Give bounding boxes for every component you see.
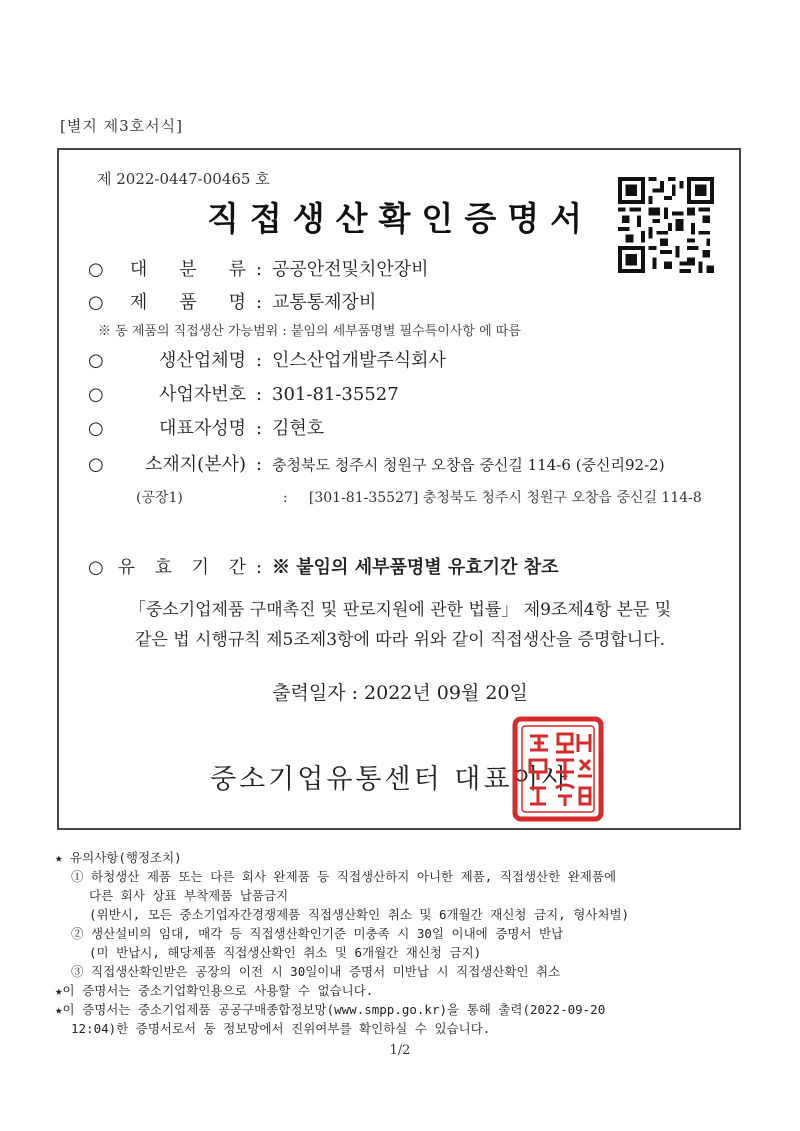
field-separator: : (255, 418, 263, 439)
factory-value: [301-81-35527] 충청북도 청주시 청원구 오창읍 중신길 114-8 (308, 490, 702, 506)
field-business-number (88, 380, 399, 406)
validity-separator: : (255, 557, 263, 578)
print-date: 출력일자 : 2022년 09월 20일 (272, 682, 528, 704)
form-label: [별지 제3호서식] (60, 117, 183, 135)
precautions-header: ★ 유의사항(행정조치) (55, 850, 182, 865)
field-value: 301-81-35527 (272, 384, 399, 405)
field-label: ○제 품 명 (88, 292, 246, 313)
statement-line-2: 같은 법 시행규칙 제5조제3항에 따라 위와 같이 직접생산을 증명합니다. (134, 630, 666, 650)
factory-label: (공장1) (136, 490, 183, 506)
precaution-item: 12:04)한 증명서로서 동 정보망에서 진위여부를 확인하실 수 있습니다. (71, 1021, 491, 1036)
field-label: ○대표자성명 (88, 418, 246, 439)
precaution-item: ② 생산설비의 임대, 매각 등 직접생산확인기준 미충족 시 30일 이내에 증명서 반납 (71, 926, 564, 941)
validity-row (88, 553, 559, 579)
production-scope-note: ※ 동 제품의 직접생산 가능범위 : 붙임의 세부품명별 필수특이사항 에 따름 (98, 324, 521, 339)
field-separator: : (255, 384, 263, 405)
field-product-name (88, 288, 376, 314)
official-seal-icon (512, 716, 604, 822)
certificate-number: 제 2022-0447-00465 호 (97, 170, 270, 188)
issuer-name: 중소기업유통센터 대표이사 (210, 764, 571, 795)
field-separator: : (255, 454, 263, 475)
field-separator: : (255, 350, 263, 371)
field-representative (88, 414, 324, 440)
field-label: ○사업자번호 (88, 384, 246, 405)
field-category (88, 255, 429, 281)
statement-line-1: 「중소기업제품 구매촉진 및 판로지원에 관한 법률」 제9조제4항 본문 및 (128, 600, 672, 620)
document-title: 직접생산확인증명서 (207, 199, 593, 238)
field-value: 인스산업개발주식회사 (272, 350, 446, 371)
precaution-item: (미 반납시, 해당제품 직접생산확인 취소 및 6개월간 재신청 금지) (89, 945, 482, 960)
field-value: 공공안전및치안장비 (272, 259, 429, 280)
field-value: 교통통제장비 (272, 292, 377, 313)
field-headquarters-address (88, 450, 665, 476)
validity-value: ※ 붙임의 세부품명별 유효기간 참조 (272, 557, 559, 578)
field-value: 김현호 (272, 418, 325, 439)
factory-separator: : (282, 490, 288, 506)
field-separator: : (255, 259, 263, 280)
field-separator: : (255, 292, 263, 313)
validity-label: ○유 효 기 간 (88, 557, 246, 578)
field-label: ○생산업체명 (88, 350, 246, 371)
precaution-item: ★이 증명서는 중소기업제품 공공구매종합정보망(www.smpp.go.kr)을 통해 출력(2022-09-20 (55, 1002, 606, 1017)
page-number: 1/2 (389, 1043, 411, 1058)
factory-row (136, 487, 702, 507)
precaution-item: ① 하청생산 제품 또는 다른 회사 완제품 등 직접생산하지 아니한 제품, 직접생산한 완제품에 (71, 869, 617, 884)
precaution-item: ★이 증명서는 중소기업확인용으로 사용할 수 없습니다. (55, 983, 374, 998)
precaution-item: 다른 회사 상표 부착제품 납품금지 (89, 888, 289, 903)
field-value: 충청북도 청주시 청원구 오창읍 중신길 114-6 (중신리92-2) (272, 456, 665, 474)
precautions-section (55, 848, 629, 1038)
field-label: ○대 분 류 (88, 259, 246, 280)
field-manufacturer (88, 346, 446, 372)
precaution-item: (위반시, 모든 중소기업자간경쟁제품 직접생산확인 취소 및 6개월간 재신청 금지, 형사처벌) (89, 907, 630, 922)
precaution-item: ③ 직접생산확인받은 공장의 이전 시 30일이내 증명서 미반납 시 직접생산확인 취소 (71, 964, 561, 979)
field-label: ○소재지(본사) (88, 454, 246, 475)
